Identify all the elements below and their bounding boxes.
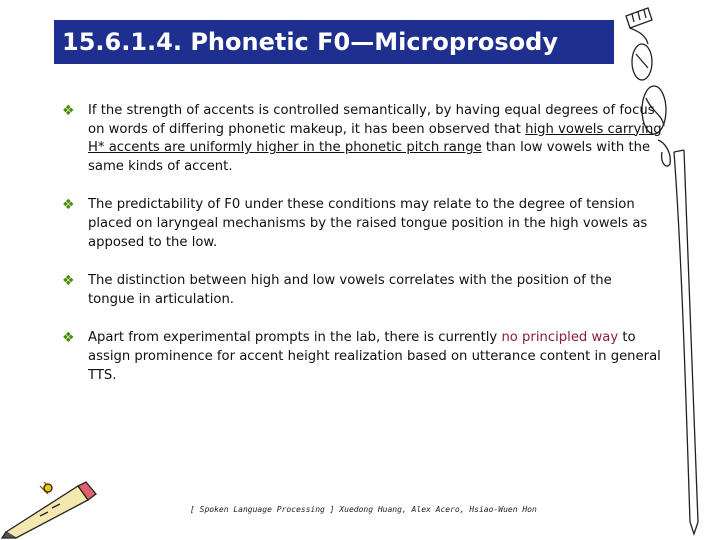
bullet-text: The predictability of F0 under these conditions may relate to the degree of tension placed on laryngeal mechanisms by the raised tongue position in the high vowels as apposed to the low. — [88, 197, 648, 250]
bullet-item — [62, 102, 662, 176]
bullet-item — [62, 272, 662, 309]
bullet-item — [62, 329, 662, 385]
pencil-corner-decoration-icon — [0, 478, 110, 540]
bullet-list — [62, 102, 662, 405]
bullet-text: Apart from experimental prompts in the lab, there is currently — [88, 330, 502, 346]
bullet-text: to assign prominence for accent height realization based on utterance content in general TTS. — [88, 330, 661, 383]
underlined-text: high vowels carrying H* accents are uniformly higher in the phonetic pitch range — [88, 121, 662, 156]
bullet-text: The distinction between high and low vowels correlates with the position of the tongue in articulation. — [88, 273, 612, 307]
bullet-marker-icon: ❖ — [62, 273, 75, 290]
highlighted-text: no principled way — [501, 330, 619, 346]
footer-citation: [ Spoken Language Processing ] Xuedong Huang, Alex Acero, Hsiao-Wuen Hon — [190, 505, 537, 514]
bullet-marker-icon: ❖ — [62, 197, 75, 214]
bullet-marker-icon: ❖ — [62, 103, 75, 119]
bullet-marker-icon: ❖ — [62, 330, 75, 347]
slide-title: 15.6.1.4. Phonetic F0—Microprosody — [62, 28, 558, 56]
bullet-text: If the strength of accents is controlled semantically, by having equal degrees of focus on words of differing phonetic makeup, it has been observed that — [88, 103, 655, 137]
bullet-text: than low vowels with the same kinds of accent. — [88, 140, 651, 174]
bullet-item — [62, 196, 662, 252]
